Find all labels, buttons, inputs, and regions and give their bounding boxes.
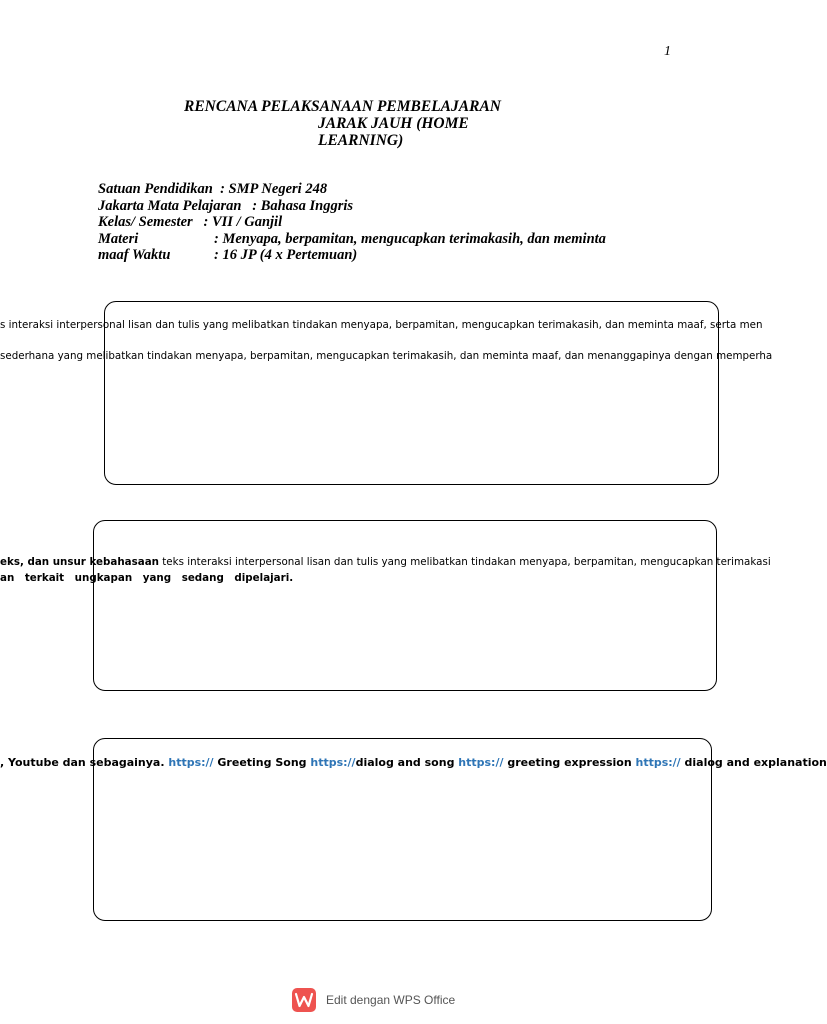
waktu-label: maaf Waktu bbox=[98, 247, 171, 263]
meta-row-kelas bbox=[98, 214, 353, 231]
body-line-2: sederhana yang melibatkan tindakan menyapa, berpamitan, mengucapkan terimakasih, dan meminta maaf, dan menanggapinya dengan memperha bbox=[0, 350, 773, 362]
link-3-caption: greeting expression bbox=[503, 756, 636, 769]
link-1[interactable]: https:// bbox=[168, 756, 214, 769]
wps-edit-label[interactable]: Edit dengan WPS Office bbox=[326, 993, 456, 1007]
meta-row-satuan bbox=[98, 181, 353, 198]
body-line-1: s interaksi interpersonal lisan dan tulis yang melibatkan tindakan menyapa, berpamitan, mengucapkan terimakasih, dan meminta maaf, serta men bbox=[0, 319, 763, 331]
body-line-5 bbox=[0, 756, 827, 770]
document-title-line-1: RENCANA PELAKSANAAN PEMBELAJARAN bbox=[184, 98, 501, 115]
link-2[interactable]: https:// bbox=[310, 756, 356, 769]
body-line-3 bbox=[0, 555, 771, 569]
content-box-2 bbox=[93, 520, 717, 691]
link-2-caption: dialog and song bbox=[355, 756, 459, 769]
materi-label: Materi bbox=[98, 230, 139, 247]
mapel-value: : Bahasa Inggris bbox=[252, 197, 354, 214]
waktu-value: : 16 JP (4 x Pertemuan) bbox=[214, 247, 358, 263]
wps-logo-icon bbox=[292, 988, 316, 1012]
wps-edit-banner[interactable] bbox=[292, 987, 455, 1013]
link-4[interactable]: https:// bbox=[635, 756, 681, 769]
media-prefix: , Youtube dan sebagainya. bbox=[0, 756, 169, 769]
meta-row-waktu bbox=[98, 247, 358, 264]
satuan-value: : SMP Negeri 248 bbox=[220, 181, 328, 197]
body-line-3-lead: eks, dan unsur kebahasaan bbox=[0, 556, 159, 568]
link-1-caption: Greeting Song bbox=[213, 756, 311, 769]
body-line-3-rest: teks interaksi interpersonal lisan dan tulis yang melibatkan tindakan menyapa, berpamitan, mengucapkan terimakasi bbox=[158, 556, 771, 568]
document-title-line-3: LEARNING) bbox=[318, 132, 404, 149]
meta-row-materi bbox=[98, 230, 606, 248]
meta-row-mapel bbox=[98, 198, 353, 215]
document-title-line-2: JARAK JAUH (HOME bbox=[318, 115, 469, 132]
link-3[interactable]: https:// bbox=[458, 756, 504, 769]
kelas-label: Kelas/ Semester bbox=[98, 214, 193, 230]
mapel-label: Jakarta Mata Pelajaran bbox=[98, 197, 242, 214]
satuan-label: Satuan Pendidikan bbox=[98, 181, 213, 197]
link-4-caption: dialog and explanation bbox=[680, 756, 827, 769]
materi-value: : Menyapa, berpamitan, mengucapkan terimakasih, dan meminta bbox=[214, 230, 606, 247]
kelas-value: : VII / Ganjil bbox=[203, 214, 283, 230]
page-number: 1 bbox=[664, 44, 671, 59]
body-line-4: an terkait ungkapan yang sedang dipelajari. bbox=[0, 572, 294, 584]
identity-block bbox=[98, 181, 606, 264]
